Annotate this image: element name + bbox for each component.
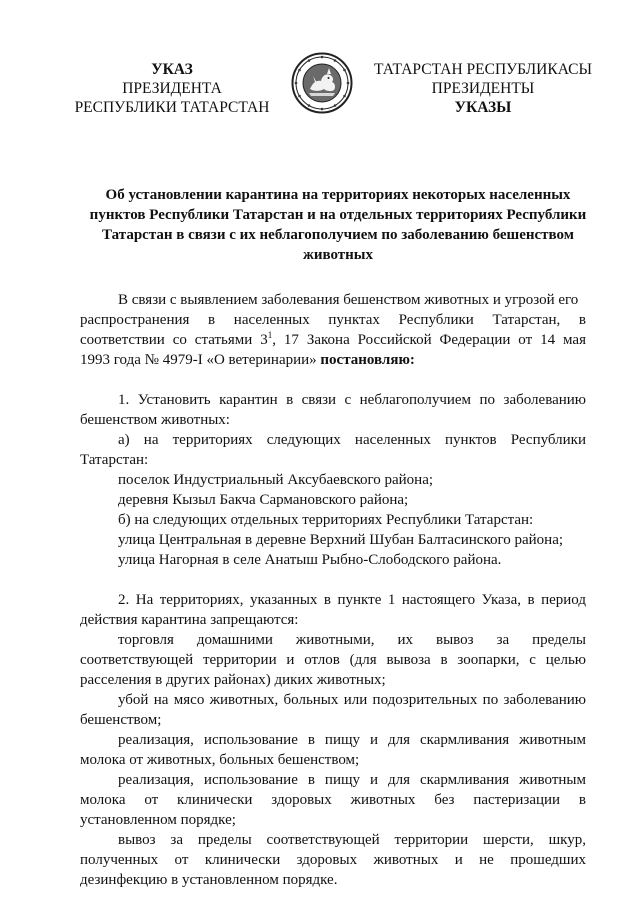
resolution-word: постановляю: — [320, 352, 415, 368]
text-line: а) на территориях следующих населенных пунктов Республики — [118, 432, 586, 448]
text-line: реализация, использование в пищу и для скармливания животным — [118, 772, 586, 788]
decree-body — [80, 290, 586, 890]
text-line: молока от клинически здоровых животных без пастеризации в — [80, 792, 586, 808]
text-line: бешенством животных: — [80, 412, 230, 428]
text-line: 2. На территориях, указанных в пункте 1 настоящего Указа, в период — [118, 592, 586, 608]
header-right-line-3: УКАЗЫ — [454, 99, 512, 116]
text-line — [80, 330, 586, 350]
header-left-russian — [72, 60, 272, 117]
superscript: 1 — [267, 330, 273, 340]
text-fragment: 1993 года № 4979-I «О ветеринарии» — [80, 352, 321, 368]
text-line: соответствующей территории и отлов (для вывоза в зоопарки, с целью — [80, 652, 586, 668]
title-line: животных — [302, 247, 374, 263]
text-line: 1. Установить карантин в связи с неблагополучием по заболеванию — [118, 392, 586, 408]
list-item: поселок Индустриальный Аксубаевского района; — [118, 472, 434, 488]
header-left-line-2: ПРЕЗИДЕНТА — [122, 80, 222, 97]
text-line: В связи с выявлением заболевания бешенством животных и угрозой его — [118, 292, 579, 308]
text-line: действия карантина запрещаются: — [80, 612, 299, 628]
coat-of-arms-emblem — [291, 52, 353, 114]
text-line: дезинфекцию в установленном порядке. — [80, 872, 338, 888]
text-line: распространения в населенных пунктах Республики Татарстан, в — [80, 312, 586, 328]
title-line: пунктов Республики Татарстан и на отдельных территориях Республики — [89, 207, 587, 223]
header-right-line-1: ТАТАРСТАН РЕСПУБЛИКАСЫ — [374, 61, 592, 78]
header-left-line-3: РЕСПУБЛИКИ ТАТАРСТАН — [74, 99, 270, 116]
list-item: улица Центральная в деревне Верхний Шубан Балтасинского района; — [118, 532, 564, 548]
title-line: Об установлении карантина на территориях некоторых населенных — [105, 187, 571, 203]
text-line: Татарстан: — [80, 452, 149, 468]
text-line: молока от животных, больных бешенством; — [80, 752, 360, 768]
item-1 — [80, 390, 586, 570]
text-line: торговля домашними животными, их вывоз за пределы — [118, 632, 586, 648]
header-right-tatar — [373, 60, 593, 117]
decree-title — [88, 185, 588, 265]
text-line: расселения в других районах) диких животных; — [80, 672, 386, 688]
list-item: улица Нагорная в селе Анатыш Рыбно-Слободского района. — [118, 552, 502, 568]
text-fragment: соответствии со статьями 3 — [80, 332, 268, 348]
text-line: убой на мясо животных, больных или подозрительных по заболеванию — [118, 692, 586, 708]
header-left-line-1: УКАЗ — [151, 61, 193, 78]
text-line: бешенством; — [80, 712, 162, 728]
text-line: б) на следующих отдельных территориях Республики Татарстан: — [118, 512, 534, 528]
list-item: деревня Кызыл Бакча Сармановского района; — [118, 492, 409, 508]
text-line — [80, 350, 586, 370]
text-fragment: , 17 Закона Российской Федерации от 14 мая — [272, 332, 586, 348]
text-line: установленном порядке; — [80, 812, 236, 828]
intro-paragraph — [80, 290, 586, 370]
text-line: вывоз за пределы соответствующей территории шерсти, шкур, — [118, 832, 586, 848]
title-line: Татарстан в связи с их неблагополучием по заболеванию бешенством — [102, 227, 574, 243]
text-line: реализация, использование в пищу и для скармливания животным — [118, 732, 586, 748]
text-line: полученных от клинически здоровых животных и не прошедших — [80, 852, 586, 868]
item-2 — [80, 590, 586, 890]
header-right-line-2: ПРЕЗИДЕНТЫ — [431, 80, 535, 97]
